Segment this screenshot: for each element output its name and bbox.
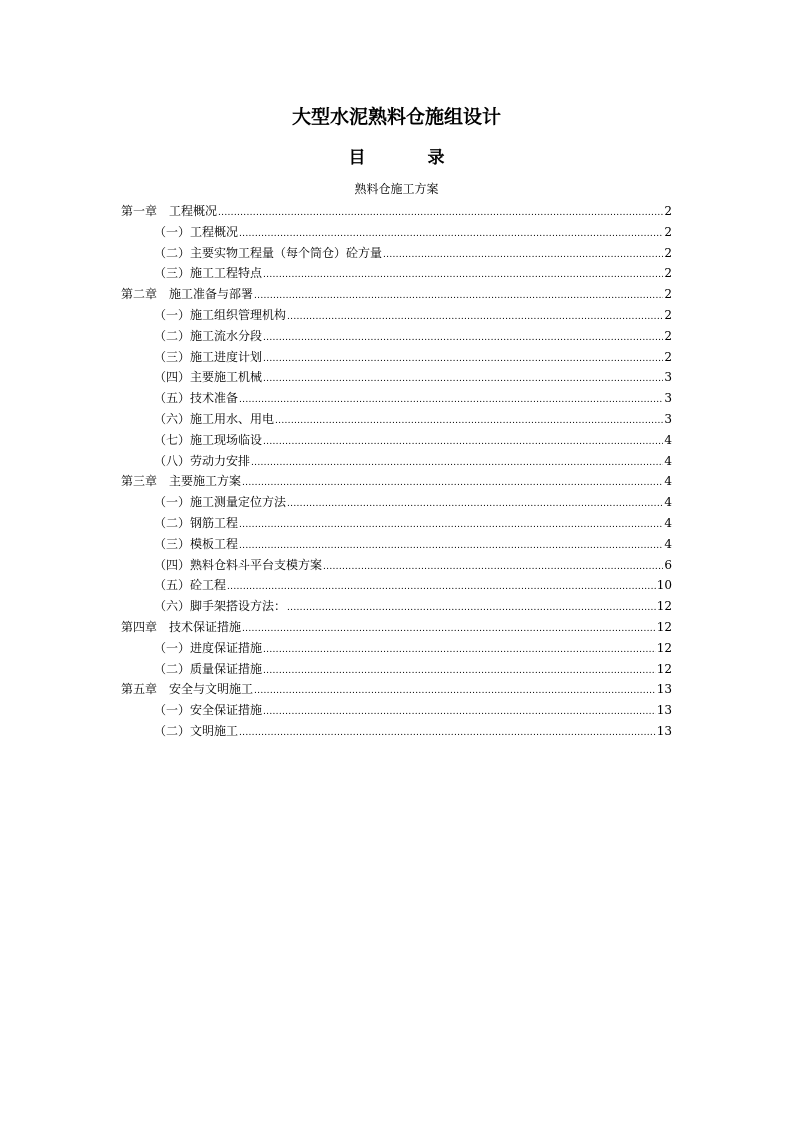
toc-dot-leader [242, 473, 663, 492]
toc-entry-label: （三）施工进度计划 [154, 349, 263, 364]
toc-section-entry[interactable] [121, 305, 672, 326]
toc-page-number: 4 [664, 453, 672, 468]
toc-section-entry[interactable] [121, 263, 672, 284]
table-of-contents [121, 201, 672, 742]
toc-entry-label: （六）脚手架搭设方法： [154, 599, 287, 614]
toc-dot-leader [383, 245, 663, 264]
toc-dot-leader [239, 723, 656, 742]
toc-dot-leader [263, 328, 663, 347]
toc-entry-label: （二）钢筋工程 [154, 515, 239, 530]
toc-dot-leader [275, 411, 663, 430]
toc-dot-leader [263, 349, 663, 368]
toc-entry-label: 第二章 施工准备与部署 [121, 287, 254, 302]
toc-entry-label: （一）施工测量定位方法 [154, 495, 287, 510]
toc-page-number: 12 [656, 661, 672, 676]
toc-page-number: 4 [664, 432, 672, 447]
toc-entry-label: （二）主要实物工程量（每个筒仓）砼方量 [154, 245, 383, 260]
toc-dot-leader [263, 432, 663, 451]
toc-section-entry[interactable] [121, 430, 672, 451]
toc-section-entry[interactable] [121, 513, 672, 534]
toc-page-number: 3 [664, 370, 672, 385]
toc-dot-leader [239, 390, 663, 409]
toc-page-number: 12 [656, 599, 672, 614]
toc-dot-leader [287, 494, 663, 513]
toc-section-entry[interactable] [121, 659, 672, 680]
toc-dot-leader [263, 661, 656, 680]
toc-entry-label: 第一章 工程概况 [121, 204, 218, 218]
toc-dot-leader [287, 598, 656, 617]
toc-section-entry[interactable] [121, 326, 672, 347]
toc-section-entry[interactable] [121, 222, 672, 243]
toc-entry-label: （八）劳动力安排 [154, 453, 251, 468]
toc-page-number: 2 [664, 287, 672, 302]
toc-chapter-entry[interactable] [121, 617, 672, 638]
toc-page-number: 4 [664, 474, 672, 489]
document-title: 大型水泥熟料仓施组设计 [291, 106, 501, 128]
toc-dot-leader [239, 224, 663, 243]
toc-chapter-entry[interactable] [121, 679, 672, 700]
toc-entry-label: 第五章 安全与文明施工 [121, 682, 254, 697]
toc-entry-label: （二）文明施工 [154, 723, 239, 738]
toc-entry-label: （一）进度保证措施 [154, 640, 263, 655]
toc-dot-leader [242, 619, 656, 638]
toc-section-entry[interactable] [121, 596, 672, 617]
toc-section-entry[interactable] [121, 555, 672, 576]
toc-entry-label: （六）施工用水、用电 [154, 411, 275, 426]
toc-page-number: 2 [664, 307, 672, 322]
toc-page-number: 12 [656, 619, 672, 634]
toc-dot-leader [251, 453, 663, 472]
toc-dot-leader [323, 557, 663, 576]
toc-entry-label: （一）施工组织管理机构 [154, 307, 287, 322]
toc-page-number: 13 [656, 723, 672, 738]
toc-entry-label: （二）质量保证措施 [154, 661, 263, 676]
toc-entry-label: （四）熟料仓料斗平台支模方案 [154, 557, 323, 572]
toc-entry-label: （七）施工现场临设 [154, 432, 263, 447]
toc-entry-label: 第三章 主要施工方案 [121, 474, 242, 489]
toc-page-number: 2 [664, 224, 672, 239]
toc-page-number: 6 [664, 557, 672, 572]
toc-section-entry[interactable] [121, 388, 672, 409]
toc-entry-label: （三）施工工程特点 [154, 266, 263, 281]
toc-page-number: 13 [656, 682, 672, 697]
toc-page-number: 2 [664, 245, 672, 260]
toc-entry-label: 第四章 技术保证措施 [121, 619, 242, 634]
toc-dot-leader [263, 369, 663, 388]
toc-page-number: 3 [664, 411, 672, 426]
toc-page-number: 2 [664, 349, 672, 364]
toc-section-entry[interactable] [121, 367, 672, 388]
toc-dot-leader [227, 577, 656, 596]
toc-page-number: 4 [664, 495, 672, 510]
toc-entry-label: （一）工程概况 [154, 224, 239, 239]
toc-page-number: 10 [656, 578, 672, 593]
toc-section-entry[interactable] [121, 243, 672, 264]
toc-section-entry[interactable] [121, 451, 672, 472]
toc-chapter-entry[interactable] [121, 201, 672, 222]
toc-dot-leader [287, 307, 663, 326]
toc-entry-label: （四）主要施工机械 [154, 370, 263, 385]
toc-dot-leader [263, 702, 656, 721]
toc-section-entry[interactable] [121, 492, 672, 513]
toc-entry-label: （一）安全保证措施 [154, 703, 263, 718]
toc-section-entry[interactable] [121, 721, 672, 742]
toc-entry-label: （五）砼工程 [154, 578, 227, 593]
toc-page-number: 4 [664, 536, 672, 551]
toc-page-number: 3 [664, 391, 672, 406]
toc-page-number: 13 [656, 703, 672, 718]
toc-page-number: 2 [664, 266, 672, 281]
toc-section-entry[interactable] [121, 700, 672, 721]
toc-section-entry[interactable] [121, 638, 672, 659]
toc-dot-leader [254, 286, 663, 305]
toc-dot-leader [239, 536, 663, 555]
toc-dot-leader [263, 265, 663, 284]
toc-dot-leader [239, 515, 663, 534]
toc-dot-leader [254, 681, 656, 700]
toc-section-entry[interactable] [121, 409, 672, 430]
toc-heading: 目录 [348, 148, 507, 168]
toc-entry-label: （三）模板工程 [154, 536, 239, 551]
toc-page-number: 12 [656, 640, 672, 655]
toc-page-number: 4 [664, 515, 672, 530]
toc-chapter-entry[interactable] [121, 284, 672, 305]
toc-entry-label: （五）技术准备 [154, 391, 239, 406]
toc-section-entry[interactable] [121, 575, 672, 596]
toc-section-entry[interactable] [121, 347, 672, 368]
toc-page-number: 2 [664, 328, 672, 343]
toc-entry-label: （二）施工流水分段 [154, 328, 263, 343]
toc-subheading: 熟料仓施工方案 [354, 182, 439, 196]
toc-chapter-entry[interactable] [121, 471, 672, 492]
toc-dot-leader [218, 203, 663, 222]
toc-page-number: 2 [664, 204, 672, 218]
toc-section-entry[interactable] [121, 534, 672, 555]
toc-dot-leader [263, 640, 656, 659]
